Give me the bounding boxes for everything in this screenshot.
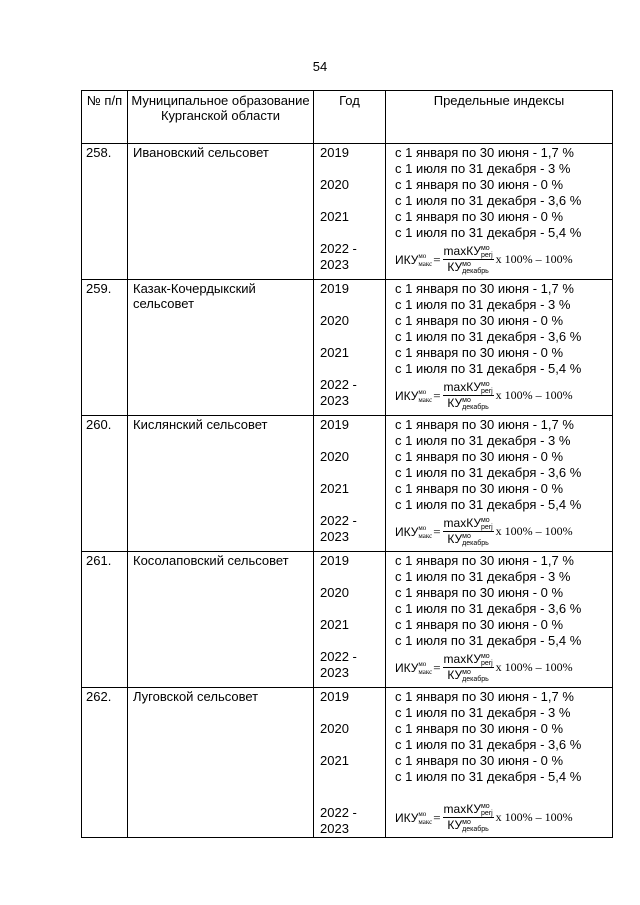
index-line: с 1 января по 30 июня - 0 % — [395, 313, 564, 328]
formula-equals: = — [433, 659, 441, 675]
formula-equals: = — [433, 251, 441, 267]
year-label: 2022 - 2023 — [320, 241, 357, 272]
year-label: 2019 — [320, 689, 349, 704]
formula-denominator: КУ — [447, 818, 463, 832]
index-line: с 1 июля по 31 декабря - 3 % — [395, 161, 571, 176]
row-number: 261. — [82, 552, 128, 688]
year-cell — [314, 552, 386, 688]
formula-lhs-sup: мо — [418, 659, 427, 668]
year-label: 2019 — [320, 145, 349, 160]
formula-den-sub: декабрь — [462, 825, 489, 833]
formula-fraction — [443, 380, 494, 411]
row-number: 258. — [82, 144, 128, 280]
indices-cell — [386, 144, 613, 280]
formula-equals: = — [433, 523, 441, 539]
indices-cell — [386, 280, 613, 416]
formula-lhs: ИКУ — [395, 524, 419, 539]
formula-tail: x 100% – 100% — [495, 252, 573, 266]
municipality-name: Луговской сельсовет — [128, 688, 314, 838]
formula-numerator: maxКУ — [443, 380, 481, 394]
formula-fraction — [443, 802, 494, 833]
year-cell — [314, 144, 386, 280]
formula-num-sub: perj — [480, 387, 493, 395]
table-header-row — [82, 91, 613, 144]
formula-den-sub: декабрь — [462, 539, 489, 547]
formula-lhs-sup: мо — [418, 387, 427, 396]
page-number: 54 — [312, 59, 328, 74]
index-line: с 1 июля по 31 декабря - 5,4 % — [395, 633, 582, 648]
index-line: с 1 января по 30 июня - 0 % — [395, 585, 564, 600]
index-formula — [395, 241, 612, 278]
index-line: с 1 июля по 31 декабря - 5,4 % — [395, 225, 582, 240]
formula-den-sub: декабрь — [462, 267, 489, 275]
formula-den-sup: мо — [462, 532, 471, 540]
year-label: 2019 — [320, 417, 349, 432]
municipality-name: Кислянский сельсовет — [128, 416, 314, 552]
formula-num-sub: perj — [480, 251, 493, 259]
formula-lhs-sub: макс — [418, 259, 433, 268]
formula-lhs-sup: мо — [418, 523, 427, 532]
index-line: с 1 января по 30 июня - 1,7 % — [395, 145, 574, 160]
formula-num-sup: мо — [480, 380, 490, 388]
index-line: с 1 января по 30 июня - 0 % — [395, 753, 564, 768]
year-label: 2019 — [320, 553, 349, 568]
index-line: с 1 января по 30 июня - 1,7 % — [395, 689, 574, 704]
index-line: с 1 января по 30 июня - 1,7 % — [395, 553, 574, 568]
formula-fraction — [443, 516, 494, 547]
year-label: 2022 - 2023 — [320, 649, 357, 680]
year-label: 2021 — [320, 617, 349, 632]
index-line: с 1 июля по 31 декабря - 5,4 % — [395, 361, 582, 376]
index-line: с 1 июля по 31 декабря - 3 % — [395, 297, 571, 312]
index-line: с 1 января по 30 июня - 1,7 % — [395, 281, 574, 296]
formula-lhs-sub: макс — [418, 531, 433, 540]
formula-numerator: maxКУ — [443, 516, 481, 530]
formula-num-sub: perj — [480, 659, 493, 667]
index-line: с 1 января по 30 июня - 0 % — [395, 345, 564, 360]
table-row — [82, 144, 613, 280]
formula-lhs: ИКУ — [395, 810, 419, 825]
index-line: с 1 января по 30 июня - 0 % — [395, 721, 564, 736]
indices-cell — [386, 416, 613, 552]
index-line: с 1 июля по 31 декабря - 3,6 % — [395, 465, 582, 480]
formula-denominator: КУ — [447, 396, 463, 410]
formula-lhs-sup: мо — [418, 251, 427, 260]
formula-den-sup: мо — [462, 668, 471, 676]
index-line: с 1 января по 30 июня - 0 % — [395, 449, 564, 464]
year-label: 2021 — [320, 753, 349, 768]
year-label: 2021 — [320, 481, 349, 496]
indices-cell — [386, 552, 613, 688]
index-line: с 1 июля по 31 декабря - 3,6 % — [395, 193, 582, 208]
formula-tail: x 100% – 100% — [495, 524, 573, 538]
index-line: с 1 января по 30 июня - 0 % — [395, 209, 564, 224]
header-num: № п/п — [82, 91, 128, 144]
formula-denominator: КУ — [447, 668, 463, 682]
formula-num-sup: мо — [480, 516, 490, 524]
index-formula — [395, 799, 612, 836]
index-line: с 1 июля по 31 декабря - 3,6 % — [395, 329, 582, 344]
municipality-name: Ивановский сельсовет — [128, 144, 314, 280]
formula-fraction — [443, 652, 494, 683]
formula-lhs-sub: макс — [418, 667, 433, 676]
year-label: 2022 - 2023 — [320, 377, 357, 408]
index-line: с 1 июля по 31 декабря - 3 % — [395, 433, 571, 448]
header-year: Год — [314, 91, 386, 144]
year-label: 2020 — [320, 313, 349, 328]
formula-num-sup: мо — [480, 244, 490, 252]
formula-num-sup: мо — [480, 652, 490, 660]
formula-lhs: ИКУ — [395, 388, 419, 403]
indices-table — [81, 90, 613, 838]
index-line: с 1 июля по 31 декабря - 5,4 % — [395, 497, 582, 512]
table-row — [82, 416, 613, 552]
year-label: 2022 - 2023 — [320, 805, 357, 836]
header-indices: Предельные индексы — [386, 91, 613, 144]
index-line: с 1 июля по 31 декабря - 3 % — [395, 569, 571, 584]
year-label: 2022 - 2023 — [320, 513, 357, 544]
formula-num-sup: мо — [480, 802, 490, 810]
header-municipality: Муниципальное образование Курганской области — [128, 91, 314, 144]
year-label: 2020 — [320, 585, 349, 600]
index-line: с 1 января по 30 июня - 0 % — [395, 481, 564, 496]
index-line: с 1 января по 30 июня - 1,7 % — [395, 417, 574, 432]
table-row — [82, 688, 613, 838]
year-cell — [314, 416, 386, 552]
formula-numerator: maxКУ — [443, 802, 481, 816]
formula-numerator: maxКУ — [443, 652, 481, 666]
formula-tail: x 100% – 100% — [495, 660, 573, 674]
municipality-name: Косолаповский сельсовет — [128, 552, 314, 688]
table-row — [82, 552, 613, 688]
formula-denominator: КУ — [447, 260, 463, 274]
index-line: с 1 июля по 31 декабря - 3,6 % — [395, 737, 582, 752]
formula-tail: x 100% – 100% — [495, 810, 573, 824]
index-line: с 1 января по 30 июня - 0 % — [395, 617, 564, 632]
index-line: с 1 января по 30 июня - 0 % — [395, 177, 564, 192]
year-cell — [314, 280, 386, 416]
formula-fraction — [443, 244, 494, 275]
year-label: 2020 — [320, 449, 349, 464]
year-label: 2021 — [320, 345, 349, 360]
index-line: с 1 июля по 31 декабря - 3 % — [395, 705, 571, 720]
formula-lhs-sup: мо — [418, 809, 427, 818]
year-label: 2020 — [320, 721, 349, 736]
index-line: с 1 июля по 31 декабря - 5,4 % — [395, 769, 582, 784]
formula-num-sub: perj — [480, 523, 493, 531]
year-label: 2019 — [320, 281, 349, 296]
formula-lhs: ИКУ — [395, 252, 419, 267]
row-number: 260. — [82, 416, 128, 552]
formula-lhs-sub: макс — [418, 817, 433, 826]
year-cell — [314, 688, 386, 838]
municipality-name: Казак-Кочердыкский сельсовет — [128, 280, 314, 416]
formula-den-sup: мо — [462, 396, 471, 404]
formula-denominator: КУ — [447, 532, 463, 546]
year-label: 2020 — [320, 177, 349, 192]
formula-den-sup: мо — [462, 818, 471, 826]
row-number: 262. — [82, 688, 128, 838]
index-formula — [395, 513, 612, 550]
formula-den-sub: декабрь — [462, 403, 489, 411]
formula-lhs: ИКУ — [395, 660, 419, 675]
row-number: 259. — [82, 280, 128, 416]
formula-tail: x 100% – 100% — [495, 388, 573, 402]
formula-den-sub: декабрь — [462, 675, 489, 683]
formula-numerator: maxКУ — [443, 244, 481, 258]
formula-lhs-sub: макс — [418, 395, 433, 404]
indices-cell — [386, 688, 613, 838]
formula-equals: = — [433, 387, 441, 403]
index-formula — [395, 377, 612, 414]
index-formula — [395, 649, 612, 686]
formula-equals: = — [433, 809, 441, 825]
year-label: 2021 — [320, 209, 349, 224]
formula-den-sup: мо — [462, 260, 471, 268]
index-line: с 1 июля по 31 декабря - 3,6 % — [395, 601, 582, 616]
formula-num-sub: perj — [480, 809, 493, 817]
table-row — [82, 280, 613, 416]
